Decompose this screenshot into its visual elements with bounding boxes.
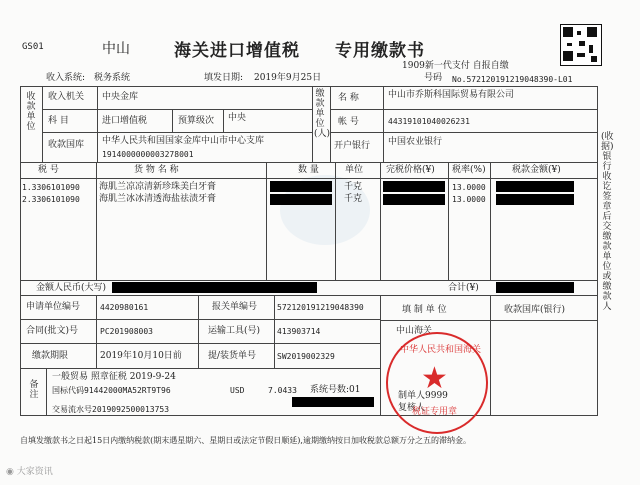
row2-tax-amount-redacted — [496, 194, 574, 205]
treasury-value: 中华人民共和国国家金库中山市中心支库 — [102, 136, 265, 146]
col-goods-name: 货 物 名 称 — [134, 165, 179, 175]
authority-value: 中央金库 — [102, 92, 139, 102]
payer-bank-value: 中国农业银行 — [388, 137, 443, 147]
row1-price-redacted — [383, 181, 445, 192]
transport-label: 运输工具(号) — [208, 326, 261, 336]
total-amount-redacted — [496, 282, 574, 293]
payer-unit-label: 缴款单位(人) — [314, 89, 331, 139]
receiver-label: 收款国库(银行) — [504, 305, 566, 315]
col-unit: 单位 — [345, 165, 364, 175]
issuer-label: 填 制 单 位 — [402, 305, 447, 315]
payer-account-label: 帐 号 — [338, 117, 359, 127]
payer-bank-label: 开户银行 — [334, 141, 371, 151]
col-tax-amount: 税款金额(¥) — [512, 165, 561, 175]
applicant-code-label: 申请单位编号 — [26, 302, 81, 312]
transport-value: 413903714 — [277, 327, 321, 336]
footer-note: 自填发缴款书之日起15日内缴纳税款(期末遇星期六、星期日或法定节假日顺延),逾期缴纳按日加收税款总额万分之五的滞纳金。 — [20, 436, 471, 445]
issue-date-label: 填发日期: — [204, 73, 244, 83]
authority-label: 收入机关 — [48, 92, 85, 102]
row1-quantity-redacted — [270, 181, 332, 192]
issue-date-value: 2019年9月25日 — [254, 73, 322, 83]
row2-goods-name: 海肌兰冰冰清透海盐祛渍牙膏 — [99, 194, 217, 204]
remarks-exchange-rate: 7.0433 — [268, 386, 297, 395]
remarks-label: 备 注 — [29, 380, 39, 400]
side-note: (收据)银行收讫签章后交缴款单位或缴款人 — [601, 132, 614, 312]
row1-tax-code: 1.3306101090 — [22, 183, 80, 192]
contract-value: PC201908003 — [100, 327, 153, 336]
issuer-value: 中山海关 — [396, 326, 433, 336]
star-icon: ★ — [421, 361, 448, 396]
stamp-bottom-text: 税证专用章 — [412, 407, 458, 417]
collect-system-value: 税务系统 — [94, 73, 131, 83]
subject-value: 进口增值税 — [102, 116, 148, 126]
stamp-arc-text: 中华人民共和国海关 — [400, 345, 482, 355]
treasury-code: 1914000000003278001 — [102, 150, 194, 159]
bill-no-label: 提/装货单号 — [208, 351, 257, 361]
treasury-label: 收款国库 — [48, 140, 85, 150]
row1-goods-name: 海肌兰凉凉清新珍珠美白牙膏 — [99, 182, 217, 192]
place-name: 中山 — [102, 41, 130, 57]
declaration-no-value: 572120191219048390 — [277, 303, 364, 312]
budget-level-label: 预算级次 — [178, 116, 215, 126]
watermark — [6, 464, 53, 477]
customs-stamp — [386, 332, 488, 434]
row2-unit: 千克 — [344, 194, 363, 204]
row2-quantity-redacted — [270, 194, 332, 205]
col-tax-code: 税 号 — [38, 165, 59, 175]
deadline-label: 缴款期限 — [32, 351, 69, 361]
remarks-line2: 国标代码91442000MA52RT9T96 — [52, 386, 171, 395]
row1-unit: 千克 — [344, 182, 363, 192]
preparer: 制单人9999 — [398, 391, 448, 401]
subject-label: 科 目 — [48, 116, 69, 126]
budget-level-value: 中央 — [228, 113, 247, 123]
remarks-line4: 交易流水号2019092500013753 — [52, 405, 170, 414]
row2-rate: 13.0000 — [452, 195, 486, 204]
applicant-code-value: 4420980161 — [100, 303, 149, 312]
document-subtitle: 专用缴款书 — [335, 41, 425, 61]
col-quantity: 数 量 — [298, 165, 319, 175]
total-label: 合计(¥) — [448, 283, 479, 293]
camera-icon: ◉ — [6, 467, 14, 477]
payer-account-value: 44319101040026231 — [388, 117, 470, 126]
number-label: 号码 — [424, 73, 443, 83]
form-code: GS01 — [22, 42, 44, 52]
watermark-text: 大家资讯 — [16, 467, 53, 477]
row2-tax-code: 2.3306101090 — [22, 195, 80, 204]
payer-name-value: 中山市乔斯科国际贸易有限公司 — [388, 90, 515, 100]
row2-price-redacted — [383, 194, 445, 205]
bill-no-value: SW2019002329 — [277, 352, 335, 361]
checker: 复核人 — [398, 403, 426, 413]
qr-code — [560, 24, 602, 66]
amount-words-label: 金额人民币(大写) — [36, 283, 107, 293]
col-rate: 税率(%) — [452, 165, 486, 175]
remarks-line1: 一般贸易 照章征税 2019-9-24 — [52, 372, 176, 382]
payee-unit-label: 收款单位 — [26, 92, 36, 132]
row1-tax-amount-redacted — [496, 181, 574, 192]
payer-name-label: 名 称 — [338, 93, 359, 103]
row1-rate: 13.0000 — [452, 183, 486, 192]
deadline-value: 2019年10月10日前 — [100, 351, 182, 361]
document-title: 海关进口增值税 — [174, 41, 300, 61]
declaration-no-label: 报关单编号 — [212, 302, 258, 312]
amount-words-redacted — [112, 282, 317, 293]
remarks-redacted — [292, 397, 374, 407]
remarks-system-no: 系统号数:01 — [310, 385, 361, 395]
payment-mode: 1909新一代支付 自报自缴 — [402, 61, 509, 71]
number-value: No.572120191219048390-L01 — [452, 75, 573, 84]
collect-system-label: 收入系统: — [46, 73, 86, 83]
remarks-currency: USD — [230, 386, 245, 395]
contract-label: 合同(批文)号 — [26, 326, 79, 336]
col-price: 完税价格(¥) — [386, 165, 435, 175]
